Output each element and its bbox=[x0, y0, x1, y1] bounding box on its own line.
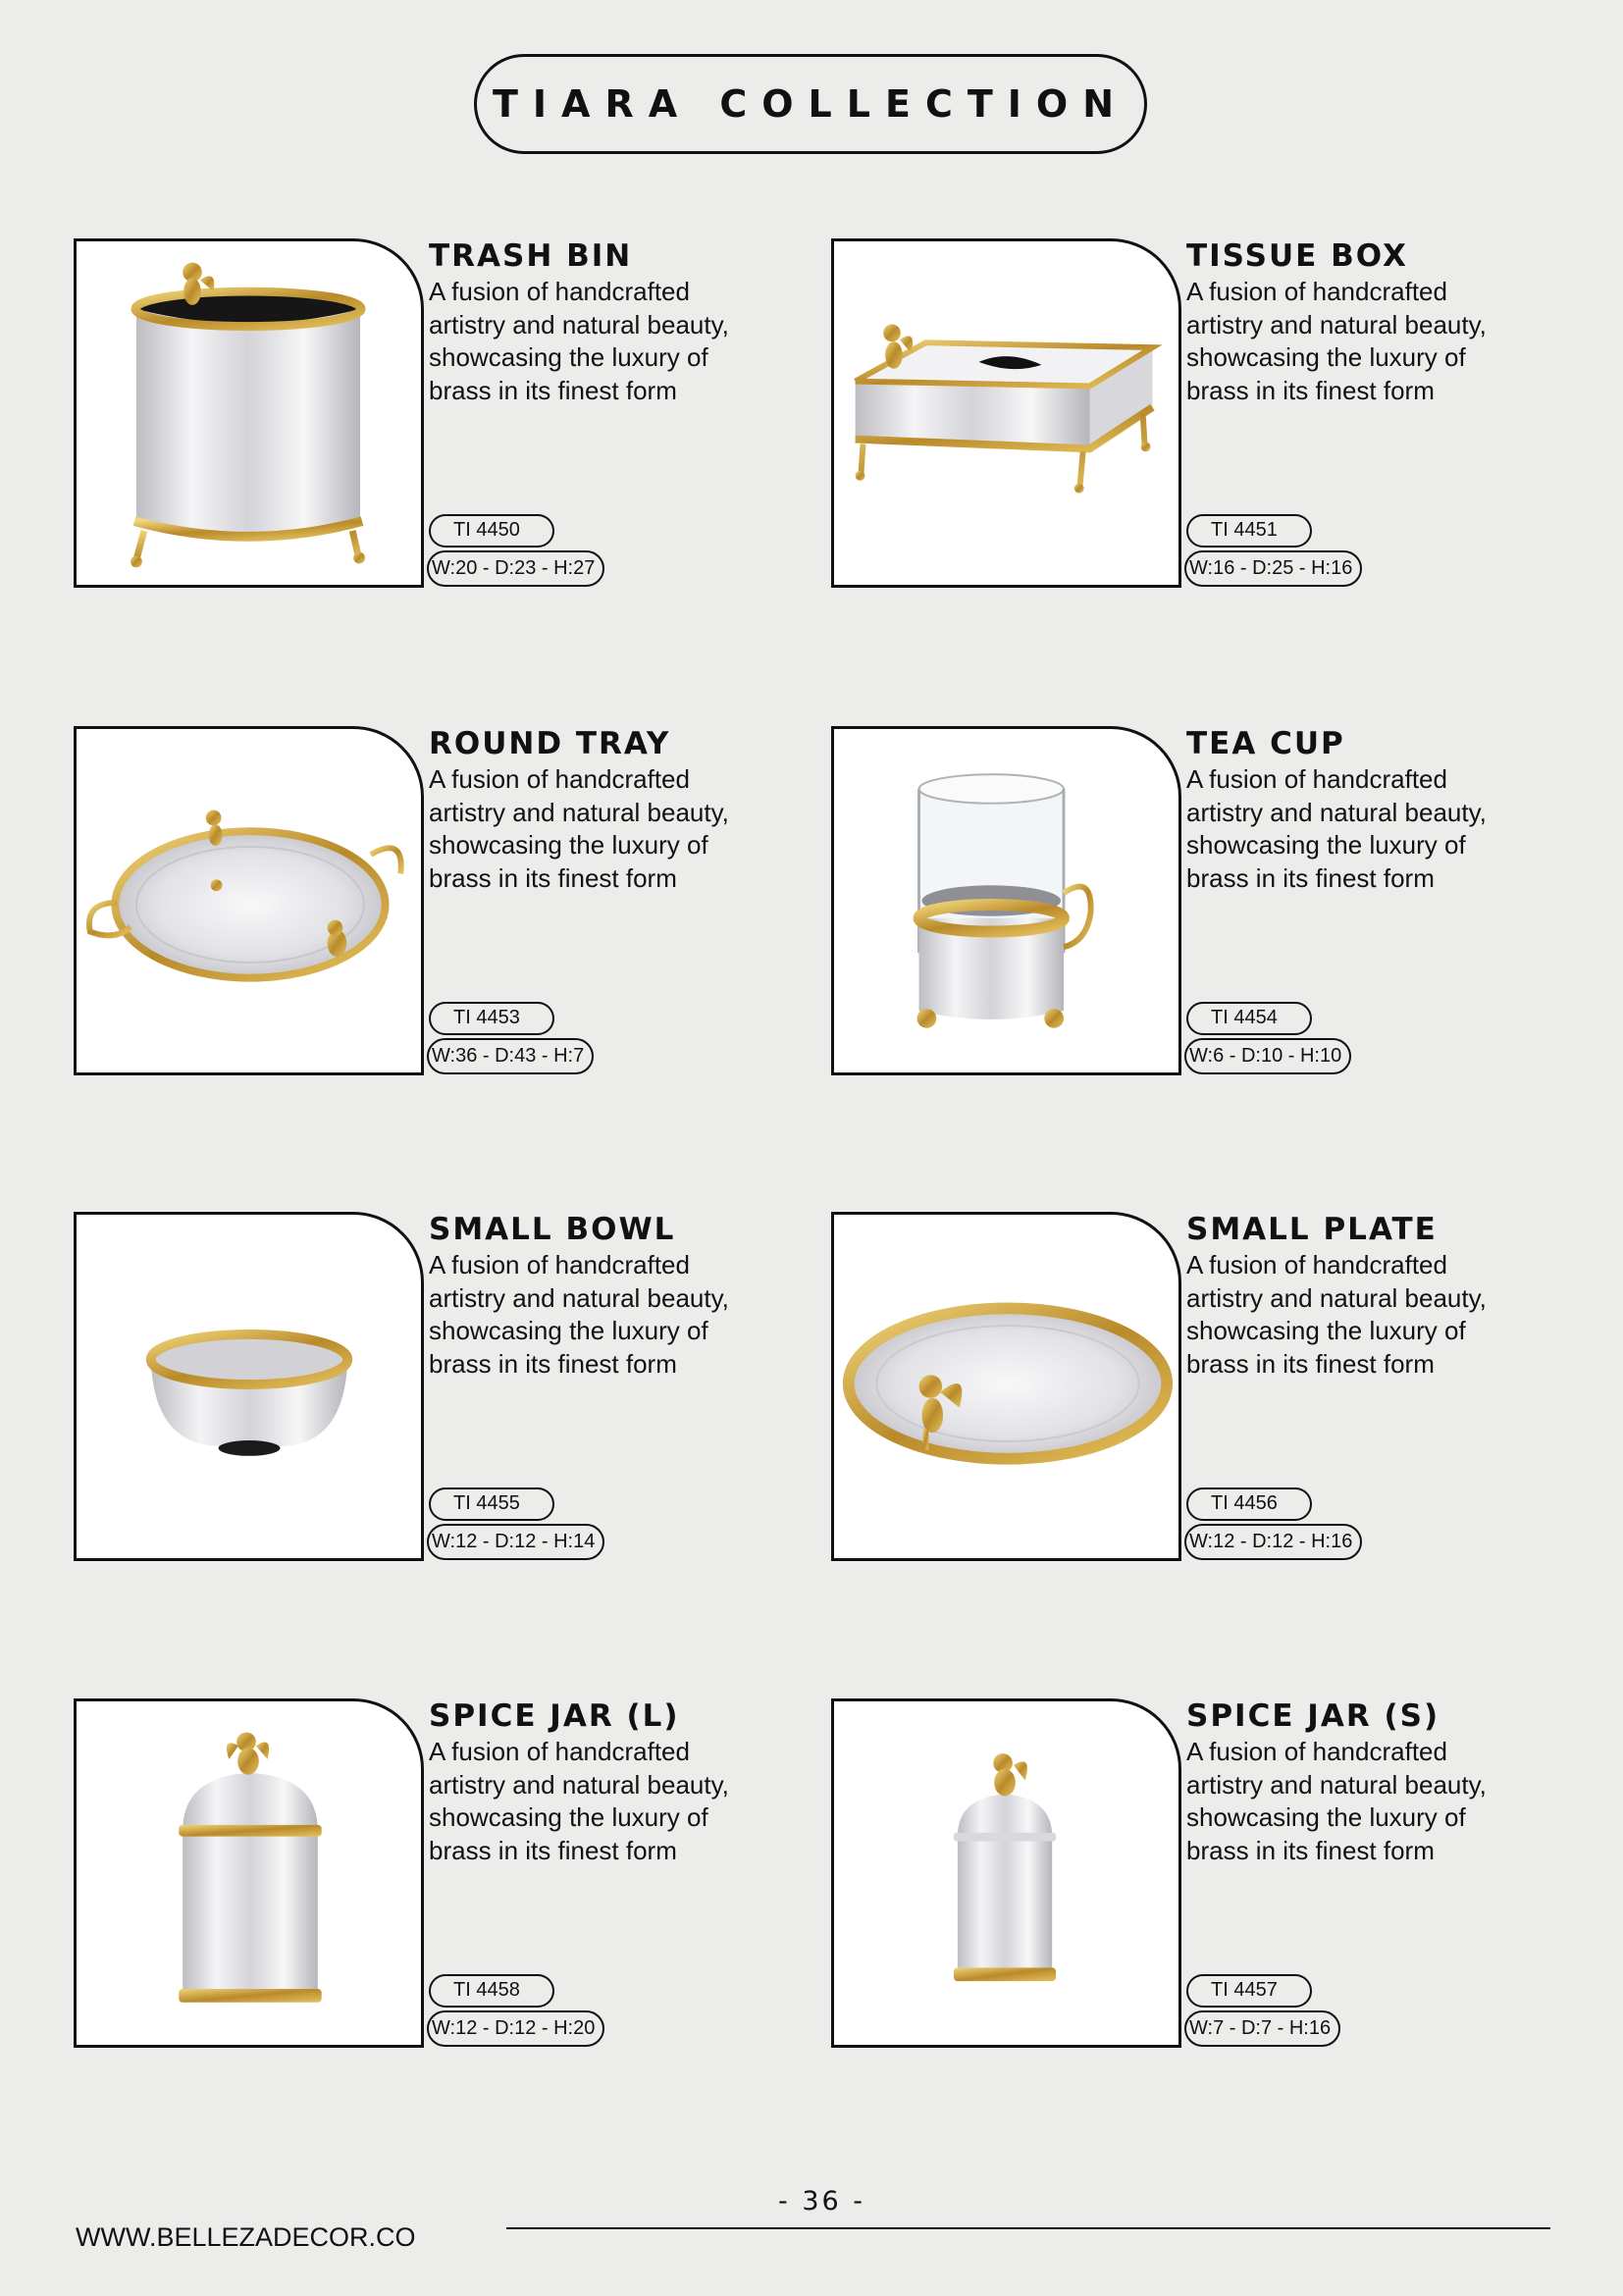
product-description: A fusion of handcrafted artistry and natural beauty, showcasing the luxury of brass in its finest form bbox=[1186, 764, 1487, 893]
product-description: A fusion of handcrafted artistry and natural beauty, showcasing the luxury of brass in its finest form bbox=[429, 1737, 729, 1865]
product-card bbox=[74, 726, 839, 1079]
small-bowl-image bbox=[74, 1212, 424, 1561]
product-code-badge: TI 4450 bbox=[429, 514, 554, 548]
footer-divider bbox=[506, 2227, 1550, 2229]
product-dimensions-badge: W:36 - D:43 - H:7 bbox=[427, 1038, 594, 1074]
trash-bin-image bbox=[74, 238, 424, 588]
spice-jar-small-image bbox=[831, 1698, 1181, 2048]
product-description: A fusion of handcrafted artistry and natural beauty, showcasing the luxury of brass in its finest form bbox=[1186, 1250, 1487, 1379]
product-card bbox=[74, 1212, 839, 1565]
product-code-badge: TI 4456 bbox=[1186, 1487, 1312, 1521]
cherub-ornament bbox=[227, 1732, 269, 1774]
product-name: SPICE JAR (L) bbox=[429, 1698, 680, 1734]
product-description: A fusion of handcrafted artistry and natural beauty, showcasing the luxury of brass in its finest form bbox=[1186, 1737, 1487, 1865]
product-card bbox=[831, 238, 1597, 592]
website-link[interactable]: WWW.BELLEZADECOR.CO bbox=[76, 2222, 416, 2252]
product-name: TISSUE BOX bbox=[1186, 238, 1408, 274]
product-name: ROUND TRAY bbox=[429, 726, 671, 761]
product-code-badge: TI 4457 bbox=[1186, 1974, 1312, 2008]
product-dimensions-badge: W:7 - D:7 - H:16 bbox=[1184, 2010, 1340, 2047]
product-dimensions-badge: W:16 - D:25 - H:16 bbox=[1184, 550, 1362, 587]
page-number: - 36 - bbox=[778, 2186, 866, 2217]
small-plate-image bbox=[831, 1212, 1181, 1561]
product-code-badge: TI 4458 bbox=[429, 1974, 554, 2008]
tea-cup-image bbox=[831, 726, 1181, 1075]
round-tray-image bbox=[74, 726, 424, 1075]
product-dimensions-badge: W:12 - D:12 - H:16 bbox=[1184, 1524, 1362, 1560]
tissue-box-image bbox=[831, 238, 1181, 588]
product-dimensions-badge: W:12 - D:12 - H:14 bbox=[427, 1524, 604, 1560]
product-code-badge: TI 4455 bbox=[429, 1487, 554, 1521]
product-name: TEA CUP bbox=[1186, 726, 1345, 761]
product-dimensions-badge: W:6 - D:10 - H:10 bbox=[1184, 1038, 1351, 1074]
product-code-badge: TI 4453 bbox=[429, 1002, 554, 1035]
product-dimensions-badge: W:20 - D:23 - H:27 bbox=[427, 550, 604, 587]
product-name: SMALL PLATE bbox=[1186, 1212, 1438, 1247]
collection-title: TIARA COLLECTION bbox=[474, 54, 1147, 154]
product-name: TRASH BIN bbox=[429, 238, 633, 274]
product-card bbox=[831, 726, 1597, 1079]
product-dimensions-badge: W:12 - D:12 - H:20 bbox=[427, 2010, 604, 2047]
product-description: A fusion of handcrafted artistry and natural beauty, showcasing the luxury of brass in its finest form bbox=[429, 764, 729, 893]
product-code-badge: TI 4454 bbox=[1186, 1002, 1312, 1035]
product-name: SPICE JAR (S) bbox=[1186, 1698, 1440, 1734]
product-description: A fusion of handcrafted artistry and natural beauty, showcasing the luxury of brass in its finest form bbox=[1186, 277, 1487, 405]
spice-jar-large-image bbox=[74, 1698, 424, 2048]
product-code-badge: TI 4451 bbox=[1186, 514, 1312, 548]
product-name: SMALL BOWL bbox=[429, 1212, 676, 1247]
product-card bbox=[74, 1698, 839, 2052]
product-card bbox=[831, 1698, 1597, 2052]
product-description: A fusion of handcrafted artistry and natural beauty, showcasing the luxury of brass in its finest form bbox=[429, 277, 729, 405]
cherub-ornament bbox=[993, 1753, 1027, 1796]
product-card bbox=[831, 1212, 1597, 1565]
product-description: A fusion of handcrafted artistry and natural beauty, showcasing the luxury of brass in its finest form bbox=[429, 1250, 729, 1379]
product-card bbox=[74, 238, 839, 592]
